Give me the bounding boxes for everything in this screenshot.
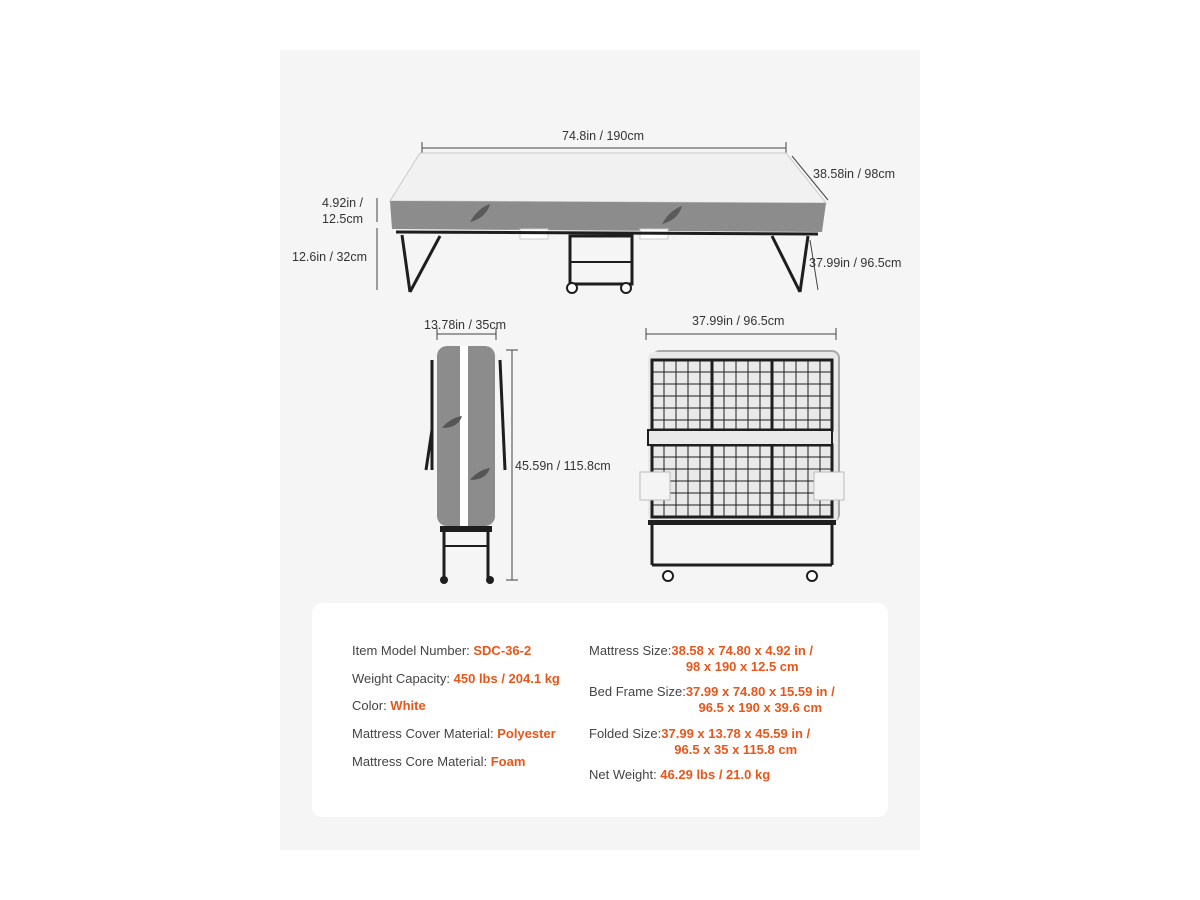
spec-label: Mattress Core Material:	[352, 754, 491, 769]
folded-height-dimension: 45.59n / 115.8cm	[515, 459, 611, 473]
spec-color	[352, 698, 426, 714]
spec-label: Folded Size:	[589, 726, 662, 741]
spec-value: White	[390, 698, 426, 713]
frame-height-dimension: 12.6in / 32cm	[292, 250, 368, 264]
thickness-dimension-line2: 12.5cm	[322, 212, 363, 226]
length-dimension: 74.8in / 190cm	[562, 129, 644, 143]
spec-label: Color:	[352, 698, 391, 713]
spec-core-material	[352, 754, 525, 770]
spec-value: 450 lbs / 204.1 kg	[453, 671, 560, 686]
spec-value-metric: 98 x 190 x 12.5 cm	[685, 659, 799, 674]
spec-value: 37.99 x 74.80 x 15.59 in /	[685, 684, 835, 699]
spec-frame-size	[589, 684, 835, 716]
mattress-width-dimension: 38.58in / 98cm	[813, 167, 895, 181]
spec-model-number	[352, 643, 531, 659]
spec-value: 38.58 x 74.80 x 4.92 in /	[671, 643, 814, 658]
folded-side-illustration	[426, 328, 518, 584]
spec-mattress-size	[589, 643, 813, 675]
spec-weight-capacity	[352, 671, 560, 687]
folded-width-dimension: 37.99in / 96.5cm	[692, 314, 785, 328]
folded-front-illustration	[640, 328, 844, 581]
spec-label: Item Model Number:	[352, 643, 474, 658]
folded-depth-dimension: 13.78in / 35cm	[424, 318, 506, 332]
spec-value: Polyester	[497, 726, 556, 741]
spec-value: 46.29 lbs / 21.0 kg	[660, 767, 771, 782]
spec-label: Mattress Size:	[589, 643, 672, 658]
spec-value-metric: 96.5 x 35 x 115.8 cm	[674, 742, 798, 757]
spec-value: SDC-36-2	[473, 643, 532, 658]
open-bed-illustration	[377, 142, 828, 293]
spec-value-metric: 96.5 x 190 x 39.6 cm	[698, 700, 823, 715]
spec-net-weight	[589, 767, 770, 783]
spec-folded-size	[589, 726, 810, 758]
spec-value: 37.99 x 13.78 x 45.59 in /	[661, 726, 811, 741]
frame-width-dimension: 37.99in / 96.5cm	[809, 256, 902, 270]
spec-label: Net Weight:	[589, 767, 661, 782]
spec-value: Foam	[490, 754, 526, 769]
thickness-dimension-line1: 4.92in /	[322, 196, 364, 210]
spec-label: Bed Frame Size:	[589, 684, 686, 699]
spec-label: Weight Capacity:	[352, 671, 454, 686]
spec-cover-material	[352, 726, 556, 742]
spec-label: Mattress Cover Material:	[352, 726, 498, 741]
